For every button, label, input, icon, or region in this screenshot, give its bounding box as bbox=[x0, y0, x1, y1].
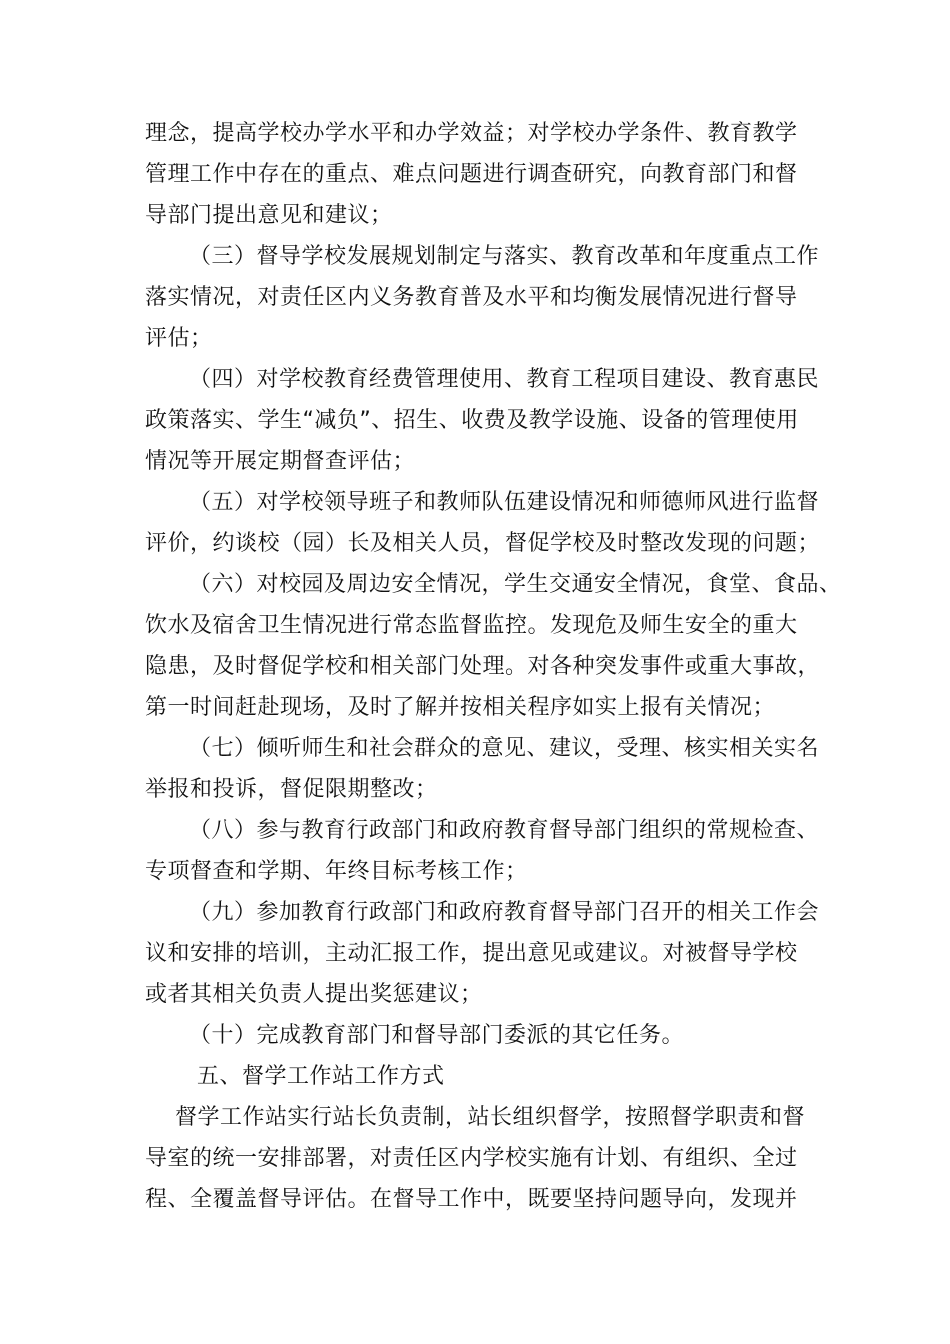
section-heading: 五、督学工作站工作方式 bbox=[197, 1064, 445, 1089]
item-4-heading-line: （四）对学校教育经费管理使用、教育工程项目建设、教育惠民 bbox=[189, 367, 820, 392]
text-line: 评估； bbox=[145, 326, 213, 351]
text-line: 饮水及宿舍卫生情况进行常态监督监控。发现危及师生安全的重大 bbox=[145, 613, 798, 638]
text-line: 议和安排的培训，主动汇报工作，提出意见或建议。对被督导学校 bbox=[145, 941, 798, 966]
text-line: 导部门提出意见和建议； bbox=[145, 203, 393, 228]
text-line: 落实情况，对责任区内义务教育普及水平和均衡发展情况进行督导 bbox=[145, 285, 798, 310]
text-line: 政策落实、学生“减负”、招生、收费及教学设施、设备的管理使用 bbox=[145, 408, 799, 433]
text-line: 专项督查和学期、年终目标考核工作； bbox=[145, 859, 528, 884]
text-line: 管理工作中存在的重点、难点问题进行调查研究，向教育部门和督 bbox=[145, 162, 798, 187]
text-line: 举报和投诉，督促限期整改； bbox=[145, 777, 438, 802]
document-body bbox=[145, 113, 842, 1220]
text-line: 或者其相关负责人提出奖惩建议； bbox=[145, 982, 483, 1007]
text-line: 情况等开展定期督查评估； bbox=[145, 449, 416, 474]
item-10-heading-line: （十）完成教育部门和督导部门委派的其它任务。 bbox=[189, 1023, 685, 1048]
item-7-heading-line: （七）倾听师生和社会群众的意见、建议，受理、核实相关实名 bbox=[189, 736, 820, 761]
item-5-heading-line: （五）对学校领导班子和教师队伍建设情况和师德师风进行监督 bbox=[189, 490, 820, 515]
item-6-heading-line: （六）对校园及周边安全情况，学生交通安全情况，食堂、食品、 bbox=[189, 572, 842, 597]
text-line: 程、全覆盖督导评估。在督导工作中，既要坚持问题导向，发现并 bbox=[145, 1187, 798, 1212]
text-line: 隐患，及时督促学校和相关部门处理。对各种突发事件或重大事故， bbox=[145, 654, 821, 679]
text-line: 导室的统一安排部署，对责任区内学校实施有计划、有组织、全过 bbox=[145, 1146, 798, 1171]
paragraph-first-line: 督学工作站实行站长负责制，站长组织督学，按照督学职责和督 bbox=[175, 1105, 806, 1130]
text-line: 理念，提高学校办学水平和办学效益；对学校办学条件、教育教学 bbox=[145, 121, 798, 146]
text-line: 第一时间赶赴现场，及时了解并按相关程序如实上报有关情况； bbox=[145, 695, 776, 720]
item-8-heading-line: （八）参与教育行政部门和政府教育督导部门组织的常规检查、 bbox=[189, 818, 820, 843]
text-line: 评价，约谈校（园）长及相关人员，督促学校及时整改发现的问题； bbox=[145, 531, 821, 556]
item-9-heading-line: （九）参加教育行政部门和政府教育督导部门召开的相关工作会 bbox=[189, 900, 820, 925]
item-3-heading-line: （三）督导学校发展规划制定与落实、教育改革和年度重点工作 bbox=[189, 244, 820, 269]
